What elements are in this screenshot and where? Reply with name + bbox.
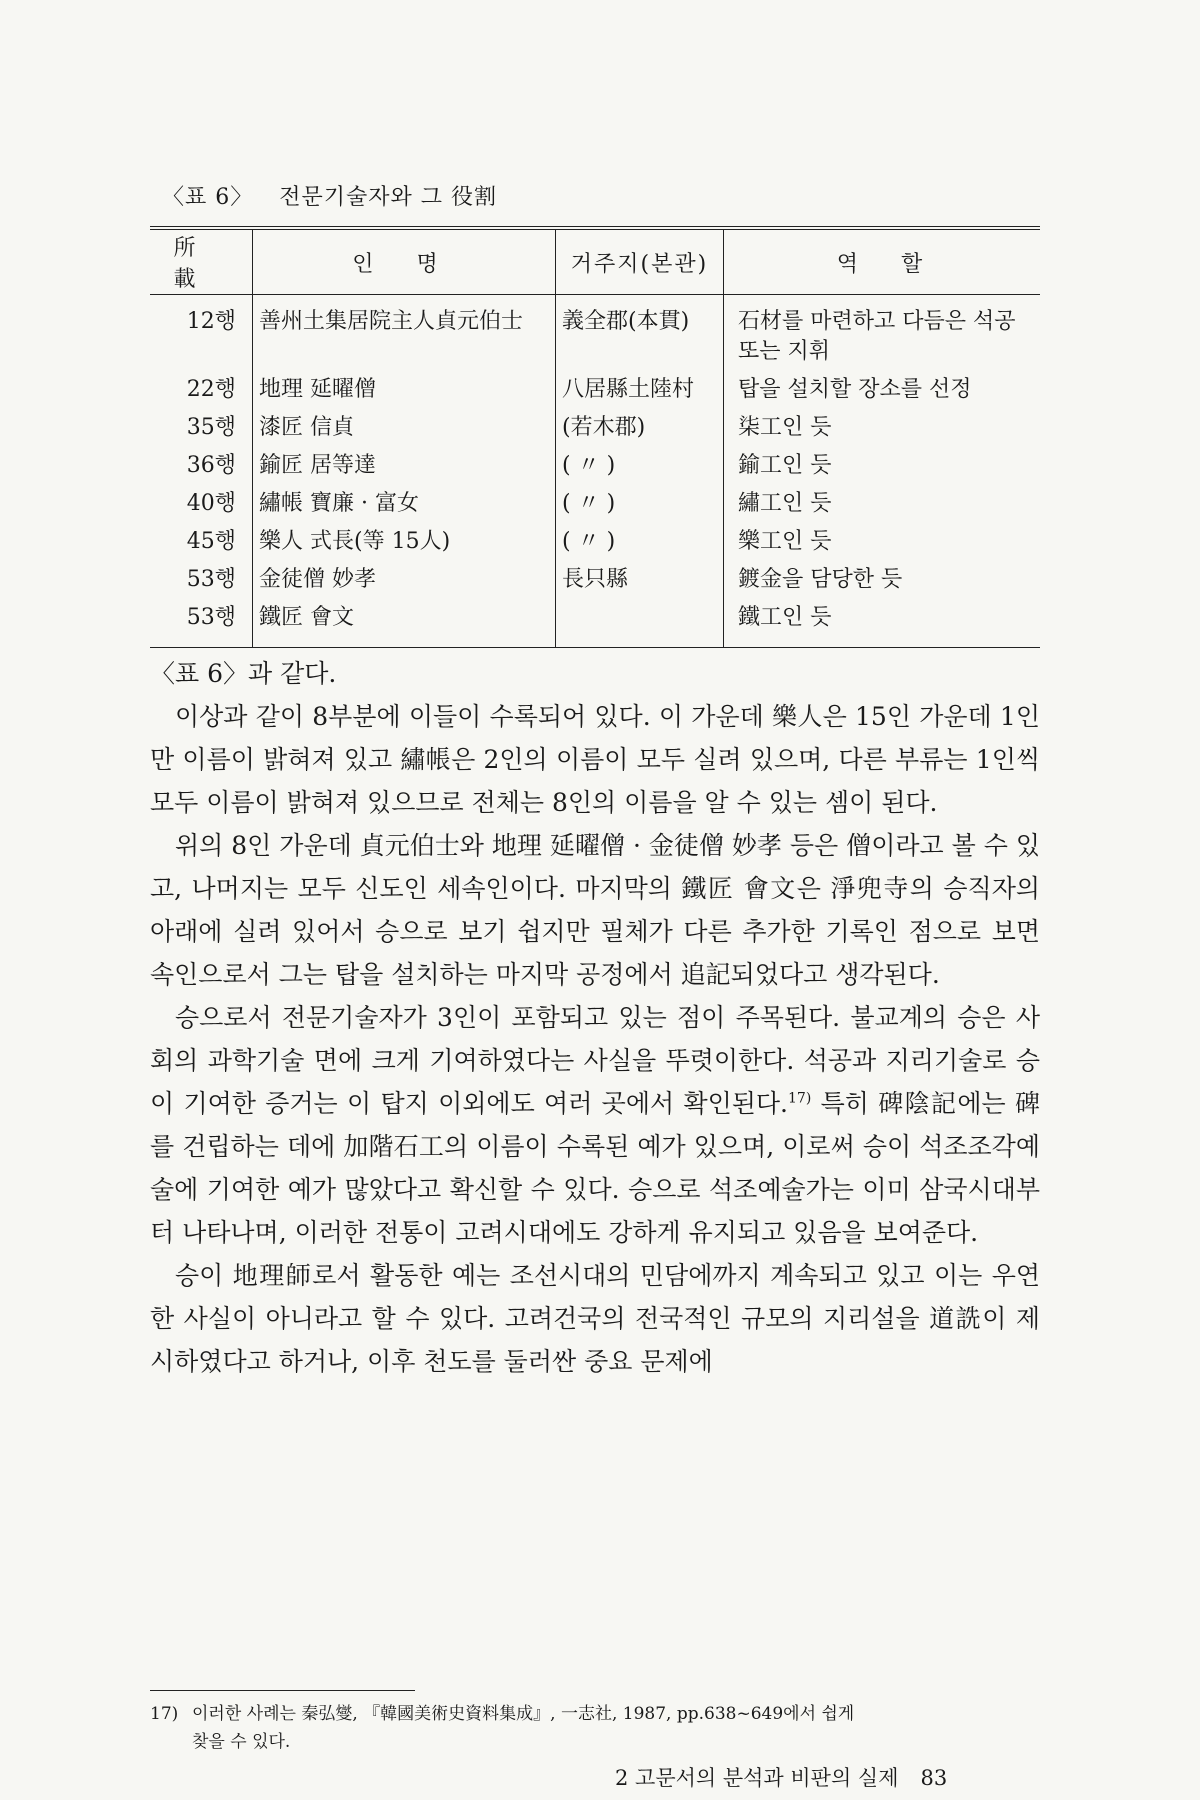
paragraph: 위의 8인 가운데 貞元伯士와 地理 延曜僧 · 金徒僧 妙孝 등은 僧이라고 볼 수 있고, 나머지는 모두 신도인 세속인이다. 마지막의 鐵匠 會文은 淨兜寺의 승직자의 아래에 실려 있어서 승으로 보기 쉽지만 필체가 다른 추가한 기록인 점으로 보면 속인으로서 그는 탑을 설치하는 마지막 공정에서 追記되었다고 생각된다. xyxy=(150,831,1040,989)
cell-person: 漆匠 信貞 xyxy=(253,409,556,447)
table-row xyxy=(150,561,1040,599)
cell-line: 40행 xyxy=(186,491,236,516)
chapter-title: 2 고문서의 분석과 비판의 실제 xyxy=(615,1766,899,1790)
cell-line: 53행 xyxy=(150,599,253,648)
technicians-table xyxy=(150,226,1040,648)
footnote-divider xyxy=(150,1690,415,1691)
paragraph: 이상과 같이 8부분에 이들이 수록되어 있다. 이 가운데 樂人은 15인 가운데 1인만 이름이 밝혀져 있고 繡帳은 2인의 이름이 모두 실려 있으며, 다른 부류는 1인씩 모두 이름이 밝혀져 있으므로 전체는 8인의 이름을 알 수 있는 셈이 된다. xyxy=(150,702,1040,817)
paragraph: 승이 地理師로서 활동한 예는 조선시대의 민담에까지 계속되고 있고 이는 우연한 사실이 아니라고 할 수 있다. 고려건국의 전국적인 규모의 지리설을 道詵이 제시하였다고 하거나, 이후 천도를 둘러싼 중요 문제에 xyxy=(150,1261,1040,1376)
table-row xyxy=(150,523,1040,561)
cell-residence: ( 〃 ) xyxy=(556,485,724,523)
cell-role: 石材를 마련하고 다듬은 석공 또는 지휘 xyxy=(724,295,1041,372)
cell-person: 金徒僧 妙孝 xyxy=(253,561,556,599)
footnote-number: 17) xyxy=(150,1704,179,1724)
body-text xyxy=(150,652,1040,1383)
cell-person: 繡帳 寶廉 · 富女 xyxy=(253,485,556,523)
cell-role: 鍮工인 듯 xyxy=(724,447,1041,485)
paragraph-text: 승으로서 전문기술자가 3인이 포함되고 있는 점이 주목된다. 불교계의 승은 사회의 과학기술 면에 크게 기여하였다는 사실을 뚜렷이한다. 석공과 지리기술로 승이 기여한 증거는 이 탑지 이외에도 여러 곳에서 확인된다. xyxy=(150,1003,1040,1118)
cell-role: 繡工인 듯 xyxy=(724,485,1041,523)
cell-residence xyxy=(556,599,724,648)
header-source: 所 載 xyxy=(150,228,253,295)
cell-person: 樂人 式長(等 15人) xyxy=(253,523,556,561)
page-number: 83 xyxy=(920,1766,948,1790)
cell-person: 善州土集居院主人貞元伯士 xyxy=(253,295,556,372)
cell-role: 柒工인 듯 xyxy=(724,409,1041,447)
table-title: 전문기술자와 그 役割 xyxy=(279,185,498,210)
cell-line: 22행 xyxy=(186,377,236,402)
table-header-row xyxy=(150,228,1040,295)
table-row xyxy=(150,371,1040,409)
cell-role: 鍍金을 담당한 듯 xyxy=(724,561,1041,599)
paragraph: 〈표 6〉과 같다. xyxy=(150,659,337,688)
cell-residence: 義全郡(本貫) xyxy=(556,295,724,372)
footnote-continuation: 찾을 수 있다. xyxy=(192,1732,291,1752)
table-row xyxy=(150,599,1040,648)
header-role: 역 할 xyxy=(724,228,1041,295)
header-residence: 거주지(본관) xyxy=(556,228,724,295)
cell-role: 樂工인 듯 xyxy=(724,523,1041,561)
table-row xyxy=(150,485,1040,523)
cell-line: 35행 xyxy=(186,415,236,440)
table-caption xyxy=(162,180,497,211)
footnote-text: 이러한 사례는 秦弘燮, 『韓國美術史資料集成』, 一志社, 1987, pp.638~649에서 쉽게 xyxy=(192,1704,855,1724)
cell-role: 鐵工인 듯 xyxy=(724,599,1041,648)
footnote xyxy=(150,1700,1040,1756)
cell-residence: 八居縣土陸村 xyxy=(556,371,724,409)
cell-line: 45행 xyxy=(186,529,236,554)
paragraph-text: 특히 碑陰記에는 碑를 건립하는 데에 加階石工의 이름이 수록된 예가 있으며, 이로써 승이 석조조각예술에 기여한 예가 많았다고 확신할 수 있다. 승으로 석조예술가는 이미 삼국시대부터 나타나며, 이러한 전통이 고려시대에도 강하게 유지되고 있음을 보여준다. xyxy=(150,1089,1040,1247)
footnote-ref: 17) xyxy=(788,1090,812,1107)
running-footer xyxy=(615,1762,947,1792)
table-number: 〈표 6〉 xyxy=(162,185,254,210)
cell-role: 탑을 설치할 장소를 선정 xyxy=(724,371,1041,409)
header-person: 인 명 xyxy=(253,228,556,295)
cell-person: 鐵匠 會文 xyxy=(253,599,556,648)
table-row xyxy=(150,447,1040,485)
cell-residence: (若木郡) xyxy=(556,409,724,447)
table-row xyxy=(150,295,1040,372)
cell-residence: 長只縣 xyxy=(556,561,724,599)
cell-line: 36행 xyxy=(186,453,236,478)
cell-residence: ( 〃 ) xyxy=(556,523,724,561)
cell-line: 53행 xyxy=(186,567,236,592)
cell-line: 12행 xyxy=(186,309,236,334)
table-row xyxy=(150,409,1040,447)
cell-residence: ( 〃 ) xyxy=(556,447,724,485)
cell-person: 鍮匠 居等達 xyxy=(253,447,556,485)
paragraph xyxy=(150,996,1040,1254)
cell-person: 地理 延曜僧 xyxy=(253,371,556,409)
